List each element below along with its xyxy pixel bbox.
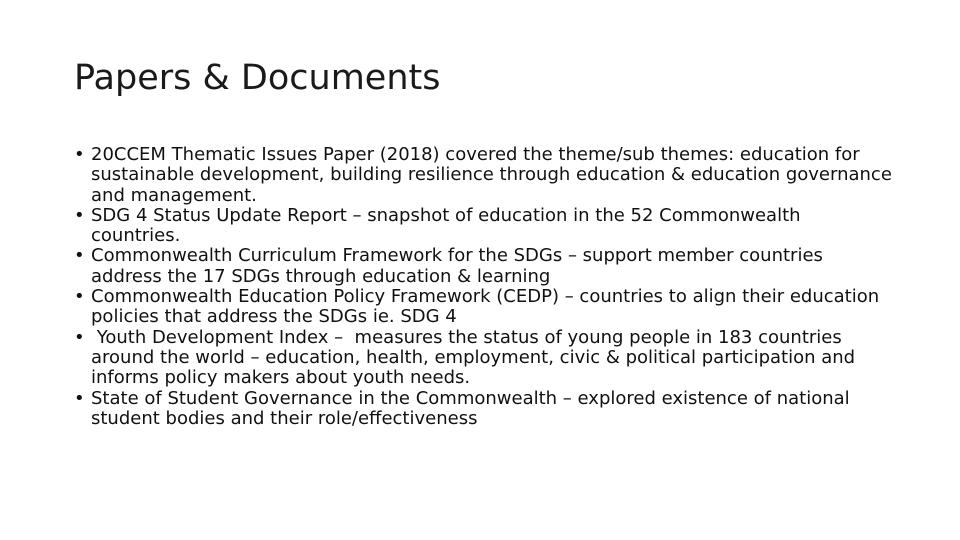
bullet-dot-icon: •	[74, 387, 85, 409]
bullet-text: Commonwealth Curriculum Framework for the SDGs – support member countries address the 17 SDGs through education & learning	[91, 245, 823, 287]
bullet-list	[74, 145, 894, 429]
slide-title: Papers & Documents	[74, 58, 441, 98]
bullet-text: State of Student Governance in the Commonwealth – explored existence of national student bodies and their role/effectiveness	[91, 387, 850, 429]
bullet-text: SDG 4 Status Update Report – snapshot of education in the 52 Commonwealth countries.	[91, 204, 801, 247]
bullet-item	[74, 145, 894, 206]
bullet-item	[74, 206, 894, 247]
bullet-dot-icon: •	[74, 144, 85, 165]
bullet-item	[74, 328, 894, 389]
bullet-text: Commonwealth Education Policy Framework (CEDP) – countries to align their education policies that address the SDGs ie. SDG 4	[91, 286, 880, 328]
bullet-item	[74, 246, 894, 287]
bullet-dot-icon: •	[74, 326, 85, 348]
bullet-text: Youth Development Index – measures the status of young people in 183 countries around the world – education, health, employment, civic & political participation and informs policy makers about youth needs.	[91, 326, 861, 389]
bullet-dot-icon: •	[74, 204, 85, 226]
bullet-dot-icon: •	[74, 245, 85, 267]
bullet-text: 20CCEM Thematic Issues Paper (2018) covered the theme/sub themes: education for sustainable development, building resilience through education & education governance and management.	[91, 144, 892, 206]
bullet-item	[74, 287, 894, 328]
bullet-item	[74, 389, 894, 430]
bullet-dot-icon: •	[74, 286, 85, 308]
